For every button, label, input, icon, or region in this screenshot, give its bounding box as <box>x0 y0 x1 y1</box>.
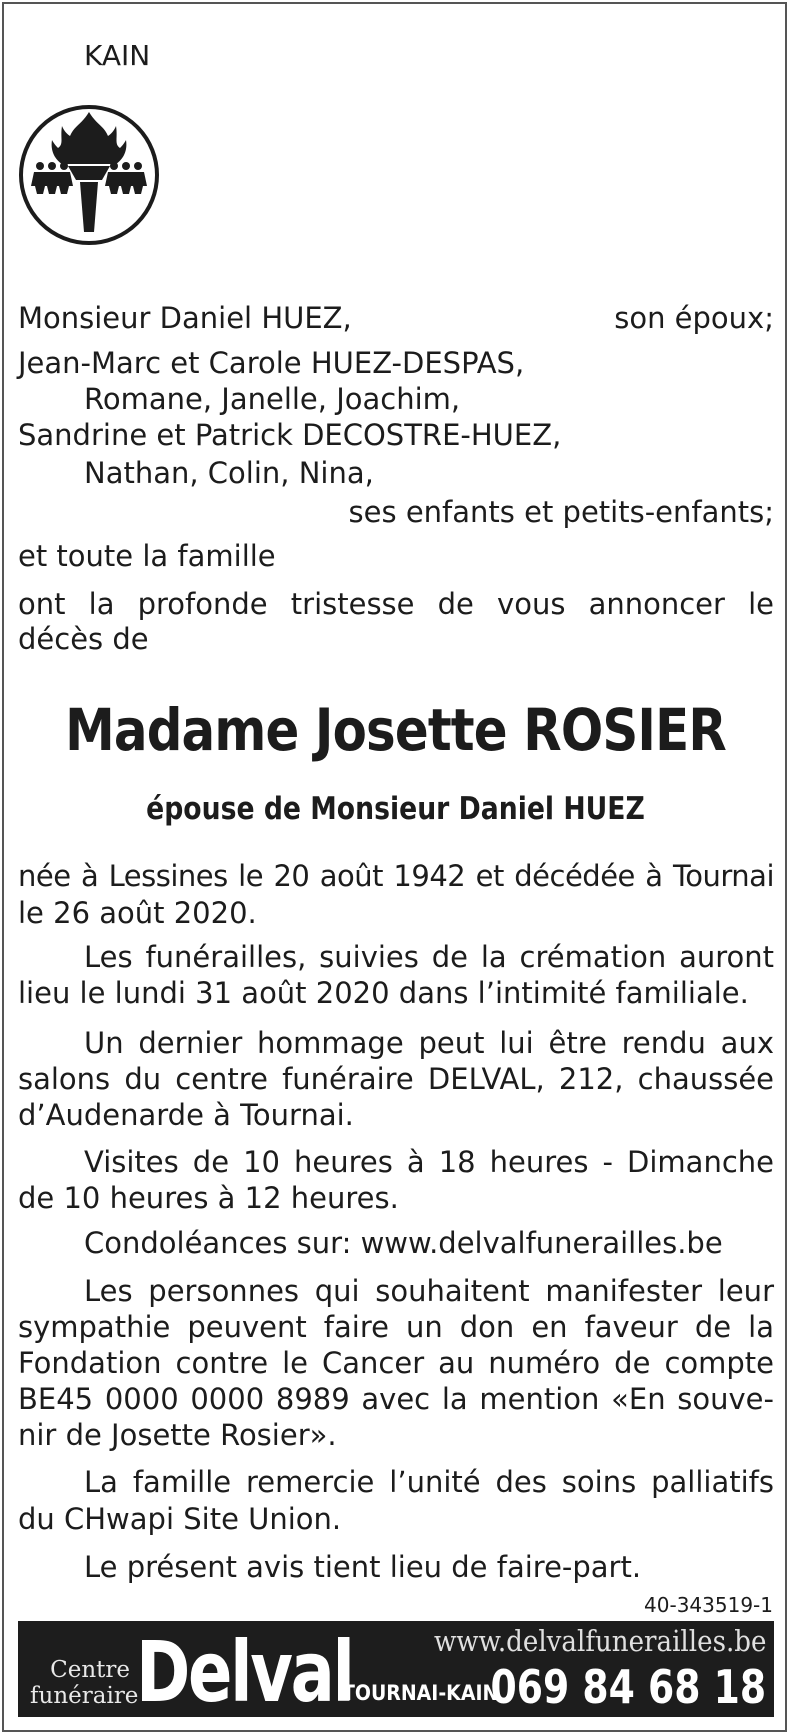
body-p7-line-1: La famille remercie l’unité des soins palliatifs <box>84 1465 774 1499</box>
body-p3-line-1: Un dernier hommage peut lui être rendu aux <box>84 1026 774 1060</box>
body-p6-line-4: BE45 0000 0000 8989 avec la mention «En souve- <box>18 1382 774 1416</box>
body-p6-line-3: Fondation contre le Cancer au numéro de compte <box>18 1346 774 1380</box>
condolences-line: Condoléances sur: www.delvalfunerailles.be <box>84 1226 723 1260</box>
deceased-subtitle: épouse de Monsieur Daniel HUEZ <box>146 791 645 827</box>
body-p6-line-5: nir de Josette Rosier». <box>18 1418 337 1452</box>
footer-centre-label <box>30 1657 139 1709</box>
body-p1-line-1: née à Lessines le 20 août 1942 et décédée à Tournai <box>18 859 774 893</box>
body-p6-line-2: sympathie peuvent faire un don en faveur de la <box>18 1310 774 1344</box>
torch-emblem-icon <box>18 104 160 246</box>
body-p2-line-1: Les funérailles, suivies de la crémation auront <box>84 940 774 974</box>
body-p3-line-2: salons du centre funéraire DELVAL, 212, chaussée <box>18 1062 774 1096</box>
family-line-5: Nathan, Colin, Nina, <box>84 456 374 490</box>
funeral-home-footer <box>18 1621 774 1717</box>
footer-centre-line-2: funéraire <box>30 1683 139 1709</box>
footer-centre-line-1: Centre <box>50 1657 130 1683</box>
family-line-7: et toute la famille <box>18 539 276 573</box>
body-p1-line-2: le 26 août 2020. <box>18 896 257 930</box>
husband-relation: son époux; <box>614 301 774 335</box>
body-p4-line-1: Visites de 10 heures à 18 heures - Dimanche <box>84 1145 774 1179</box>
body-p3-line-3: d’Audenarde à Tournai. <box>18 1098 354 1132</box>
footer-city: TOURNAI-KAIN <box>342 1681 499 1705</box>
footer-website: www.delvalfunerailles.be <box>433 1624 766 1658</box>
footer-phone: 069 84 68 18 <box>490 1660 766 1714</box>
reference-number: 40-343519-1 <box>644 1593 773 1617</box>
deceased-name: Madame Josette ROSIER <box>65 696 726 764</box>
town-label: KAIN <box>84 39 151 72</box>
body-p2-line-2: lieu le lundi 31 août 2020 dans l’intimité familiale. <box>18 976 749 1010</box>
announcement-line-1: ont la profonde tristesse de vous annoncer le <box>18 587 774 621</box>
family-line-2: Jean-Marc et Carole HUEZ-DESPAS, <box>18 346 525 380</box>
body-p8-line-1: Le présent avis tient lieu de faire-part. <box>84 1550 642 1584</box>
announcement-line-2: décès de <box>18 622 149 656</box>
family-relation: ses enfants et petits-enfants; <box>348 495 774 529</box>
body-p6-line-1: Les personnes qui souhaitent manifester leur <box>84 1274 774 1308</box>
family-line-3: Romane, Janelle, Joachim, <box>84 382 461 416</box>
footer-brand: Delval <box>136 1623 353 1717</box>
body-p4-line-2: de 10 heures à 12 heures. <box>18 1181 399 1215</box>
husband-line: Monsieur Daniel HUEZ, <box>18 301 352 335</box>
family-line-4: Sandrine et Patrick DECOSTRE-HUEZ, <box>18 418 562 452</box>
body-p7-line-2: du CHwapi Site Union. <box>18 1502 342 1536</box>
